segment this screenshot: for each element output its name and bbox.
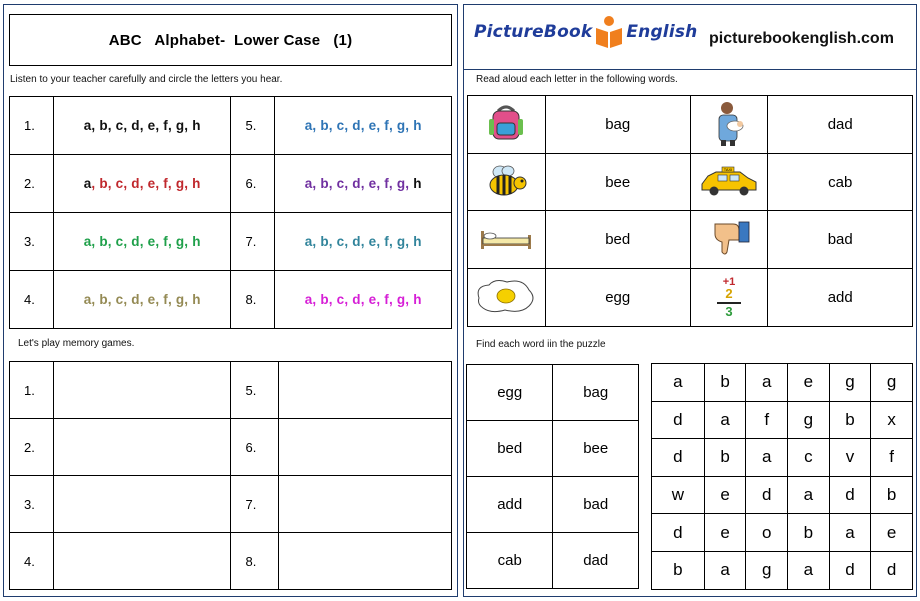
letter-sequence-text: a, b, c, d, e, f, g, (304, 176, 414, 191)
letter-sequence[interactable] (275, 97, 452, 155)
memory-row (10, 476, 452, 533)
word-list-item: bed (467, 421, 553, 477)
addend-label: +1 (722, 276, 736, 288)
picture-cell (690, 154, 768, 211)
memory-answer-cell[interactable] (279, 476, 452, 533)
puzzle-letter-cell[interactable]: e (871, 514, 913, 552)
word-cell: add (768, 269, 913, 327)
letter-row (10, 271, 452, 329)
puzzle-letter-cell[interactable]: d (829, 551, 871, 589)
letter-row (10, 97, 452, 155)
word-cell: bag (545, 96, 690, 154)
letter-row (10, 213, 452, 271)
letter-sequence-text: a, b, c, d, e, f, g, h (83, 118, 201, 133)
memory-answer-cell[interactable] (53, 476, 231, 533)
letter-sequence-text: a (83, 176, 92, 191)
picture-cell (468, 96, 546, 154)
row-number: 3. (10, 476, 54, 533)
row-number: 8. (231, 271, 275, 329)
puzzle-letter-cell[interactable]: d (652, 401, 705, 439)
puzzle-letter-cell[interactable]: a (704, 401, 746, 439)
letter-sequence-text: a, b, c, d, e, f, g, h (304, 118, 422, 133)
puzzle-letter-cell[interactable]: e (788, 364, 830, 402)
row-number: 2. (10, 155, 54, 213)
row-number: 6. (231, 419, 279, 476)
puzzle-letter-cell[interactable]: b (829, 401, 871, 439)
puzzle-letter-cell[interactable]: b (871, 476, 913, 514)
word-list-item: bag (553, 365, 639, 421)
read-aloud-instruction: Read aloud each letter in the following words. (476, 74, 678, 85)
letter-sequence-text: , b, c, d, e, f, g, h (91, 176, 201, 191)
puzzle-letter-cell[interactable]: a (788, 551, 830, 589)
picturebook-english-logo (474, 15, 698, 49)
letter-sequence-text: a, b, c, d, e, f, g, h (83, 292, 201, 307)
puzzle-letter-cell[interactable]: a (829, 514, 871, 552)
word-list-row (467, 421, 639, 477)
puzzle-letter-cell[interactable]: c (788, 439, 830, 477)
puzzle-row (652, 401, 913, 439)
word-cell: dad (768, 96, 913, 154)
letter-sequence-text: a, b, c, d, e, f, g, h (304, 234, 422, 249)
puzzle-letter-cell[interactable]: b (652, 551, 705, 589)
puzzle-letter-cell[interactable]: f (871, 439, 913, 477)
puzzle-row (652, 364, 913, 402)
word-list-row (467, 533, 639, 589)
picture-cell (690, 211, 768, 269)
memory-row (10, 362, 452, 419)
puzzle-letter-cell[interactable]: b (704, 439, 746, 477)
memory-game-table (9, 361, 452, 590)
word-list-table (466, 364, 639, 589)
puzzle-row (652, 439, 913, 477)
logo-english-text: English (626, 22, 698, 42)
puzzle-letter-cell[interactable]: a (788, 476, 830, 514)
letter-sequence[interactable] (53, 213, 231, 271)
thumbs-down-icon (707, 218, 751, 258)
memory-answer-cell[interactable] (279, 533, 452, 590)
picture-word-table (467, 95, 913, 327)
taxi-cab-icon (698, 166, 760, 196)
sum-label: 3 (725, 304, 733, 318)
puzzle-letter-cell[interactable]: b (704, 364, 746, 402)
puzzle-row (652, 476, 913, 514)
row-number: 1. (10, 97, 54, 155)
word-cell: bee (545, 154, 690, 211)
letter-sequence[interactable] (53, 271, 231, 329)
fried-egg-icon (473, 276, 539, 316)
letter-sequence-text: a, b, c, d, e, f, g, h (83, 234, 201, 249)
puzzle-letter-cell[interactable]: a (746, 439, 788, 477)
word-cell: bad (768, 211, 913, 269)
word-cell: bed (545, 211, 690, 269)
puzzle-row (652, 514, 913, 552)
letter-sequence[interactable] (275, 271, 452, 329)
puzzle-letter-cell[interactable]: g (746, 551, 788, 589)
puzzle-letter-cell[interactable]: a (652, 364, 705, 402)
puzzle-letter-cell[interactable]: a (704, 551, 746, 589)
letter-row (10, 155, 452, 213)
row-number: 4. (10, 271, 54, 329)
puzzle-letter-cell[interactable]: d (871, 551, 913, 589)
puzzle-letter-cell[interactable]: g (871, 364, 913, 402)
row-number: 1. (10, 362, 54, 419)
puzzle-letter-cell[interactable]: g (829, 364, 871, 402)
puzzle-letter-cell[interactable]: w (652, 476, 705, 514)
puzzle-letter-cell[interactable]: e (704, 514, 746, 552)
puzzle-letter-cell[interactable]: o (746, 514, 788, 552)
picture-cell (468, 211, 546, 269)
letter-sequence-text: h (413, 176, 422, 191)
taxi-label: TAXI (723, 166, 733, 172)
letter-sequence[interactable] (275, 213, 452, 271)
picture-cell (468, 269, 546, 327)
memory-row (10, 419, 452, 476)
left-worksheet-page (3, 4, 458, 597)
word-list-item: cab (467, 533, 553, 589)
puzzle-letter-cell[interactable]: g (788, 401, 830, 439)
word-list-row (467, 477, 639, 533)
letter-sequence-text: a, b, c, d, e, f, g, h (304, 292, 422, 307)
puzzle-instruction: Find each word iin the puzzle (476, 339, 606, 350)
row-number: 5. (231, 362, 279, 419)
row-number: 5. (231, 97, 275, 155)
word-search-grid (651, 363, 913, 590)
listen-instruction: Listen to your teacher carefully and circle the letters you hear. (10, 74, 283, 85)
row-number: 7. (231, 476, 279, 533)
row-number: 8. (231, 533, 279, 590)
worksheet-title: ABC Alphabet- Lower Case (1) (9, 14, 452, 66)
word-cell: egg (545, 269, 690, 327)
header-divider (464, 69, 916, 70)
dad-baby-icon (707, 100, 751, 146)
row-number: 7. (231, 213, 275, 271)
letter-sequence[interactable] (53, 97, 231, 155)
addend-label: 2 (725, 286, 733, 301)
memory-answer-cell[interactable] (53, 362, 231, 419)
memory-row (10, 533, 452, 590)
puzzle-letter-cell[interactable]: d (829, 476, 871, 514)
puzzle-letter-cell[interactable]: e (704, 476, 746, 514)
word-list-item: dad (553, 533, 639, 589)
puzzle-letter-cell[interactable]: x (871, 401, 913, 439)
puzzle-row (652, 551, 913, 589)
puzzle-letter-cell[interactable]: b (788, 514, 830, 552)
word-cell: cab (768, 154, 913, 211)
puzzle-letter-cell[interactable]: f (746, 401, 788, 439)
right-worksheet-page (463, 4, 917, 597)
word-list-item: egg (467, 365, 553, 421)
letter-sequence[interactable] (275, 155, 452, 213)
addition-icon (714, 274, 744, 318)
schoolbag-icon (484, 103, 528, 143)
website-url: picturebookenglish.com (709, 30, 894, 47)
memory-answer-cell[interactable] (53, 419, 231, 476)
memory-answer-cell[interactable] (279, 419, 452, 476)
puzzle-letter-cell[interactable]: v (829, 439, 871, 477)
row-number: 6. (231, 155, 275, 213)
memory-answer-cell[interactable] (53, 533, 231, 590)
word-list-item: bad (553, 477, 639, 533)
letter-sequence[interactable] (53, 155, 231, 213)
picture-cell (690, 269, 768, 327)
row-number: 3. (10, 213, 54, 271)
memory-answer-cell[interactable] (279, 362, 452, 419)
book-person-icon (594, 15, 624, 49)
puzzle-letter-cell[interactable]: d (652, 514, 705, 552)
picture-cell (690, 96, 768, 154)
bed-icon (477, 225, 535, 251)
logo-picturebook-text: PictureBook (474, 22, 593, 42)
bee-icon (484, 164, 528, 198)
puzzle-letter-cell[interactable]: d (746, 476, 788, 514)
letter-sequence-table (9, 96, 452, 329)
picture-cell (468, 154, 546, 211)
row-number: 2. (10, 419, 54, 476)
word-list-item: add (467, 477, 553, 533)
word-list-item: bee (553, 421, 639, 477)
puzzle-letter-cell[interactable]: d (652, 439, 705, 477)
puzzle-letter-cell[interactable]: a (746, 364, 788, 402)
row-number: 4. (10, 533, 54, 590)
memory-instruction: Let's play memory games. (18, 338, 135, 349)
word-list-row (467, 365, 639, 421)
